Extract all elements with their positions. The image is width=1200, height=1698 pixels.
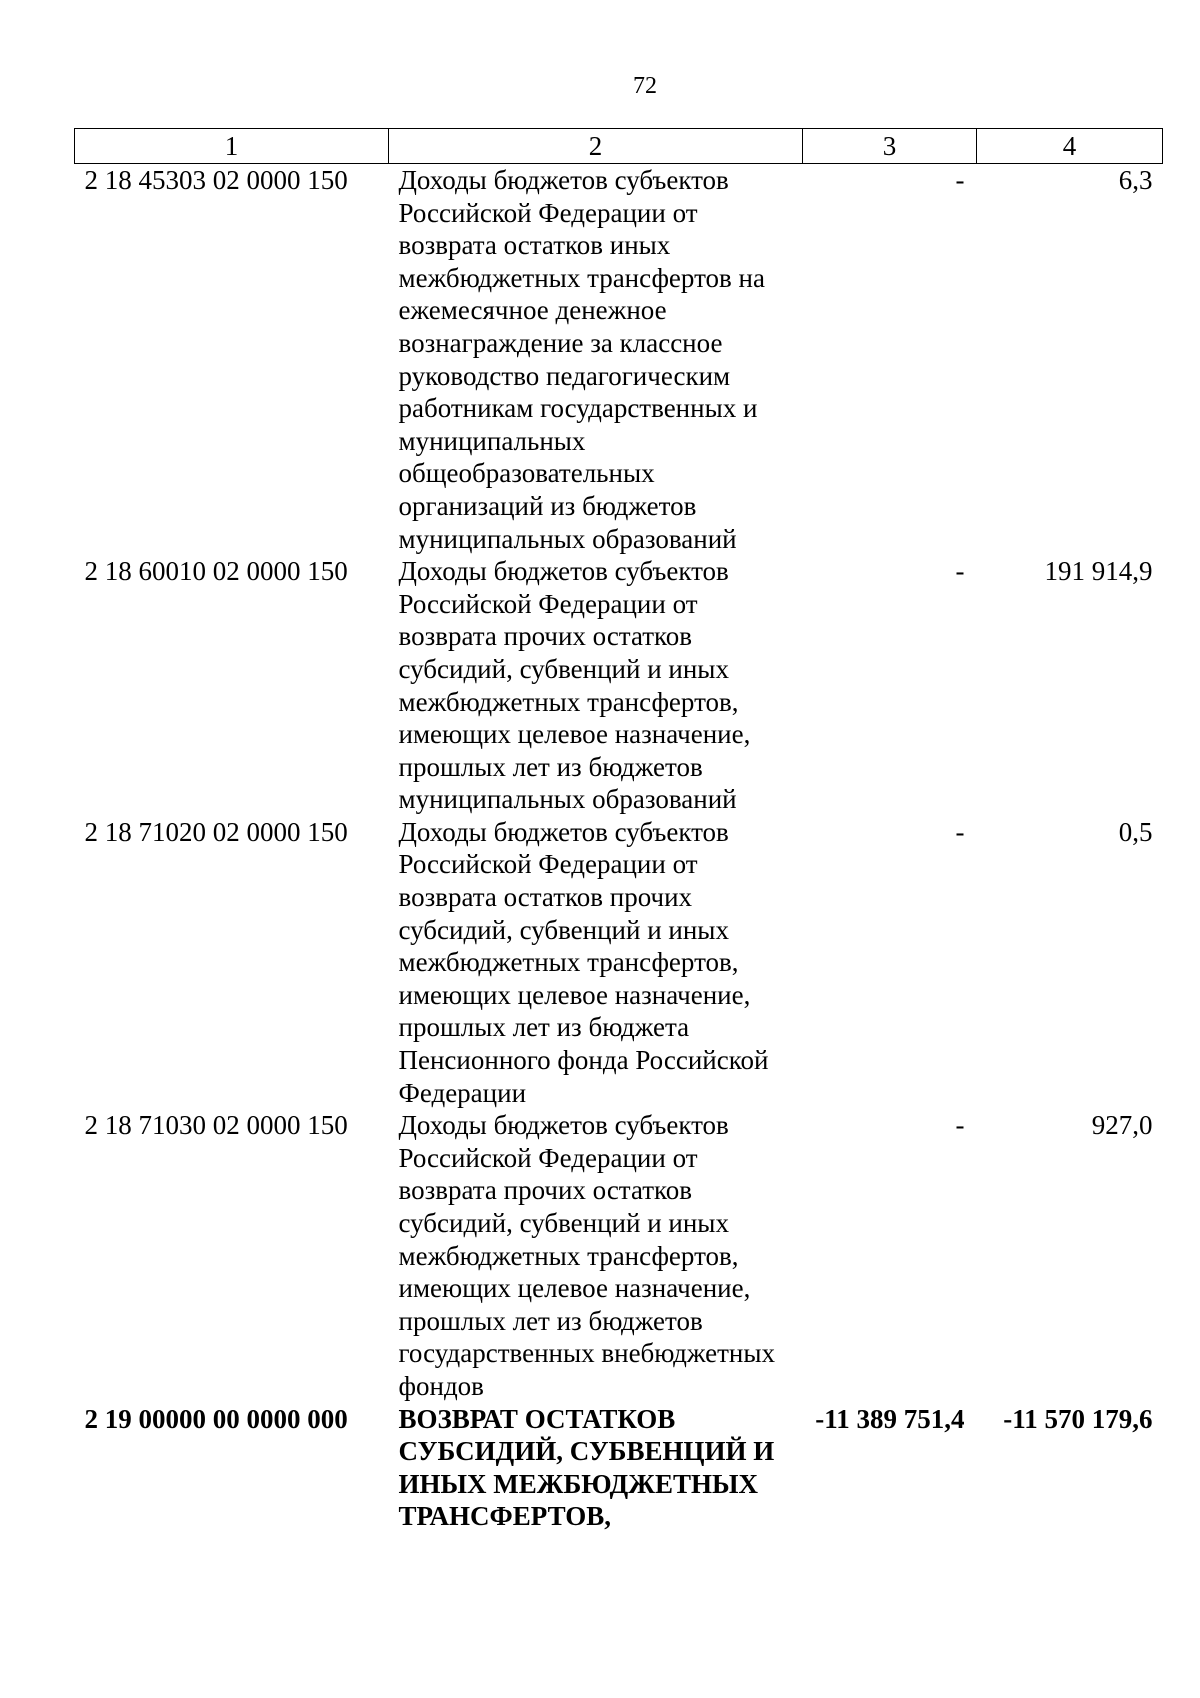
value-col-3: - [955, 165, 965, 195]
header-row [75, 129, 1163, 164]
value-col-3: - [955, 1110, 965, 1141]
value-col-3: -11 389 751,4 [815, 1403, 965, 1434]
revenue-description: Доходы бюджетов субъектов Российской Федерации от возврата прочих остатков субсидий, субвенций и иных межбюджетных трансфертов, имеющих целевое назначение, прошлых лет из бюджетов муниципальных образований [398, 556, 751, 815]
table-row-total [75, 1403, 1163, 1533]
revenue-description: ВОЗВРАТ ОСТАТКОВ СУБСИДИЙ, СУБВЕНЦИЙ И ИНЫХ МЕЖБЮДЖЕТНЫХ ТРАНСФЕРТОВ, [398, 1403, 775, 1532]
value-col-4: -11 570 179,6 [1003, 1403, 1153, 1434]
value-col-4: 6,3 [1118, 165, 1153, 195]
value-col-3: - [955, 816, 965, 847]
table-body [75, 164, 1163, 1533]
table-row [75, 555, 1163, 816]
header-col-1: 1 [75, 129, 389, 164]
value-col-4: 191 914,9 [1044, 556, 1153, 587]
header-col-2: 2 [389, 129, 803, 164]
budget-table [74, 128, 1163, 1533]
header-col-3: 3 [803, 129, 977, 164]
header-col-4: 4 [977, 129, 1163, 164]
table-row [75, 164, 1163, 556]
table-row [75, 1109, 1163, 1402]
revenue-description: Доходы бюджетов субъектов Российской Федерации от возврата остатков иных межбюджетных трансфертов на ежемесячное денежное вознаграждение за классное руководство педагогическим работникам государственных и муниципальных общеобразовательных организаций из бюджетов муниципальных образований [398, 165, 765, 554]
value-col-3: - [955, 556, 965, 587]
revenue-description: Доходы бюджетов субъектов Российской Федерации от возврата остатков прочих субсидий, субвенций и иных межбюджетных трансфертов, имеющих целевое назначение, прошлых лет из бюджета Пенсионного фонда Российской Федерации [398, 816, 769, 1108]
page-number: 72 [633, 73, 657, 99]
revenue-code: 2 18 60010 02 0000 150 [84, 556, 348, 587]
revenue-code: 2 18 71020 02 0000 150 [84, 816, 348, 847]
revenue-description: Доходы бюджетов субъектов Российской Федерации от возврата прочих остатков субсидий, субвенций и иных межбюджетных трансфертов, имеющих целевое назначение, прошлых лет из бюджетов государственных внебюджетных фондов [398, 1110, 775, 1401]
table-row [75, 816, 1163, 1109]
value-col-4: 0,5 [1118, 816, 1153, 847]
table-header [75, 129, 1163, 164]
revenue-code: 2 19 00000 00 0000 000 [84, 1403, 348, 1434]
revenue-code: 2 18 71030 02 0000 150 [84, 1110, 348, 1141]
value-col-4: 927,0 [1091, 1110, 1153, 1141]
revenue-code: 2 18 45303 02 0000 150 [84, 165, 348, 195]
